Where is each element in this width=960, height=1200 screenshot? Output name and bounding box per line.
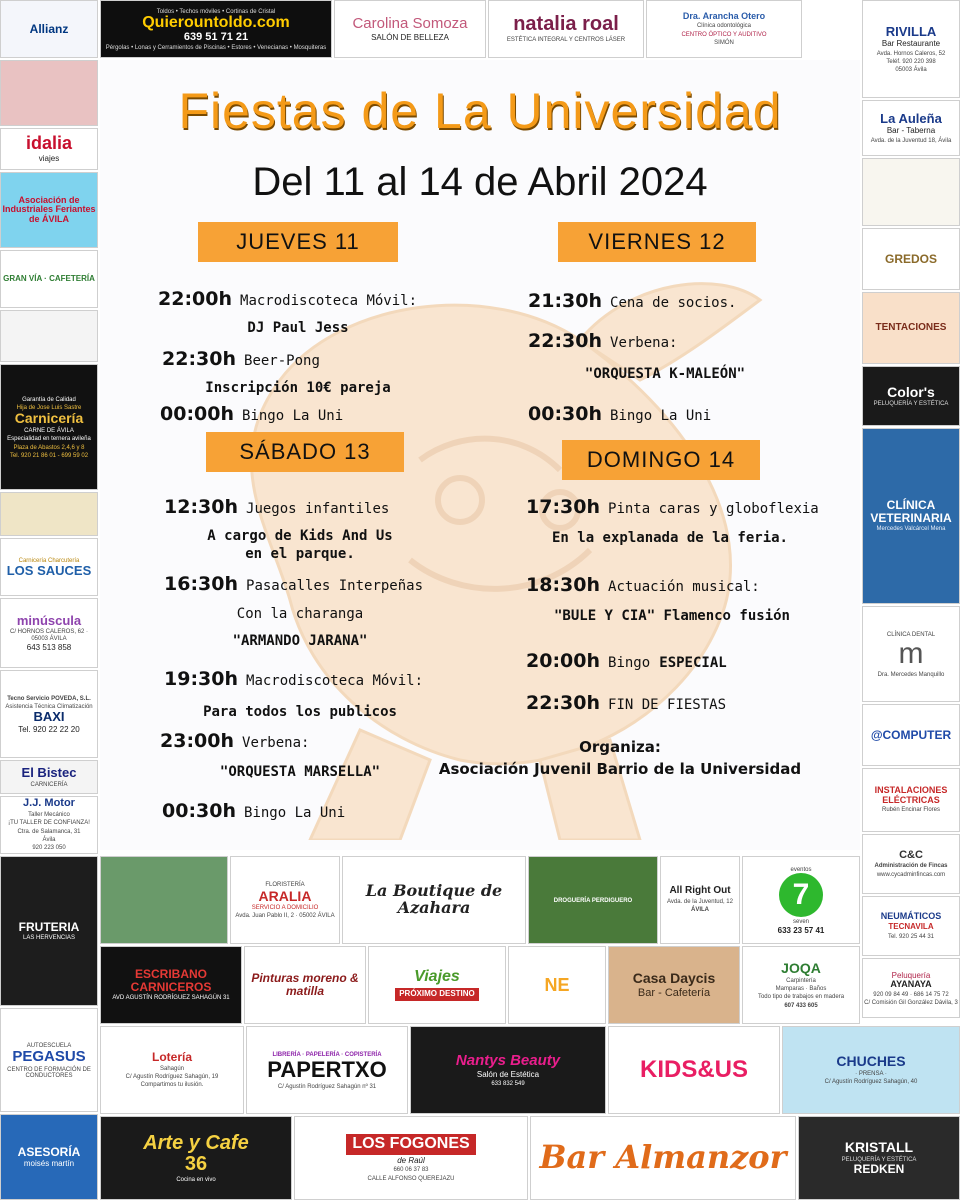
event-detail: "ARMANDO JARANA": [232, 633, 368, 649]
event-time: 18:30h: [526, 574, 601, 596]
organiza-name: Asociación Juvenil Barrio de la Universidad: [438, 760, 802, 778]
poster-title: Fiestas de La Universidad: [178, 83, 782, 139]
ad-name: NE: [544, 974, 570, 995]
ad-phone: 633 832 549: [491, 1080, 525, 1087]
ad-text: Compartimos tu ilusión.: [140, 1082, 204, 1089]
ad-trabajos: Todo tipo de trabajos en madera: [757, 994, 845, 1001]
day-label-domingo: DOMINGO 14: [562, 440, 760, 480]
event-detail: "ORQUESTA MARSELLA": [219, 764, 381, 780]
ad-name: Arte y Cafe: [143, 1131, 249, 1154]
event-desc: Bingo La Uni: [610, 408, 712, 424]
ad-loteria: [100, 1026, 244, 1114]
ad-sub: de Raúl: [397, 1155, 425, 1165]
ad-name: NEUMÁTICOS: [880, 910, 942, 921]
ad-sub: eventos: [790, 866, 812, 873]
ad-sub: Sahagún: [159, 1065, 185, 1072]
ad-sub: · PRENSA ·: [855, 1071, 887, 1078]
ad-address: AVD AGUSTÍN RODRÍGUEZ SAHAGÚN 31: [112, 995, 230, 1002]
ad-peluqueria: [862, 958, 960, 1018]
dental-logo-icon: m: [898, 637, 924, 671]
ad-arancha-simon: [646, 0, 802, 58]
event-desc: Beer-Pong: [244, 353, 320, 369]
ad-sub: Bar - Cafetería: [637, 986, 711, 999]
ad-phone: 633 23 57 41: [777, 926, 825, 936]
ad-sub: Carpintería: [786, 977, 816, 984]
ad-tentaciones: [862, 292, 960, 364]
day-label-jueves: JUEVES 11: [198, 222, 398, 262]
ad-computer: [862, 704, 960, 766]
ad-phone: 643 513 858: [26, 642, 72, 652]
event-sabado-2: [164, 573, 423, 595]
ad-address: C/ Comisión Gil González Dávila, 3: [864, 999, 958, 1006]
ad-el-bistec: [0, 760, 98, 794]
ad-instalaciones: [862, 768, 960, 832]
ad-name: Carolina Somoza: [352, 14, 468, 32]
ad-top: AUTOESCUELA: [26, 1042, 72, 1049]
event-detail: Con la charanga: [236, 606, 364, 622]
organiza-label: Organiza:: [579, 738, 661, 756]
ad-perdiguero: [528, 856, 658, 944]
ad-name: KIDS&US: [639, 1056, 748, 1084]
ad-name: Bar Almanzor: [539, 1138, 787, 1177]
ad-sub: Taller Mecánico: [28, 812, 70, 819]
ad-kidsus: [608, 1026, 780, 1114]
ad-name: J.J. Motor: [23, 797, 75, 810]
ad-phone: Tel. 920 22 22 20: [18, 724, 80, 734]
event-desc: Pinta caras y globoflexia: [608, 501, 819, 517]
ad-gredos: [862, 228, 960, 290]
ad-sub: CLÍNICA DENTAL: [886, 631, 936, 638]
ad-pinturas: [244, 946, 366, 1024]
event-detail: Para todos los publicos: [203, 704, 397, 720]
ad-asociacion-feriantes: [0, 172, 98, 248]
event-time: 20:00h: [526, 650, 601, 672]
ad-city: 05003 Ávila: [895, 67, 927, 74]
event-desc: Bingo La Uni: [242, 408, 344, 424]
ad-phone: 920 09 84 49 · 686 14 75 72: [873, 991, 949, 998]
ad-name: FRUTERIA: [18, 919, 80, 934]
ad-address: C/ Agustín Rodríguez Sahagún nº 31: [277, 1083, 377, 1090]
ad-address: CALLE ALFONSO QUEREJAZU: [367, 1175, 455, 1182]
ad-name: Lotería: [151, 1050, 192, 1065]
event-time: 12:30h: [164, 496, 239, 518]
day-label-viernes: VIERNES 12: [558, 222, 756, 262]
ad-papertxo: [246, 1026, 408, 1114]
event-viernes-1: [528, 290, 736, 312]
ad-all-right: [660, 856, 740, 944]
ad-arte-y-cafe: [100, 1116, 292, 1200]
ad-sub: Mercedes Valcárcel Mena: [876, 526, 946, 533]
ad-name: RIVILLA: [885, 23, 937, 39]
ad-joqa: [742, 946, 860, 1024]
ad-brand: BAXI: [33, 709, 65, 725]
ad-azahara: [342, 856, 526, 944]
ad-name: Tecno Servicio POVEDA, S.L.: [7, 695, 91, 702]
ad-top-text: Toldos • Techos móviles • Cortinas de Cristal: [156, 8, 276, 15]
ad-natalia-roal: [488, 0, 644, 58]
event-viernes-2: [528, 330, 677, 352]
ad-tag: ¡TU TALLER DE CONFIANZA!: [8, 820, 90, 827]
event-desc-bold: ESPECIAL: [659, 655, 727, 671]
ad-name: PAPERTXO: [267, 1057, 387, 1083]
ad-phone: Tel. 920 25 44 31: [887, 933, 935, 940]
event-time: 00:30h: [528, 403, 603, 425]
event-desc: Bingo La Uni: [244, 805, 346, 821]
ad-name: JOQA: [781, 960, 821, 977]
event-jueves-2: [162, 348, 320, 370]
event-time: 16:30h: [164, 573, 239, 595]
ad-name: LOS FOGONES: [346, 1134, 475, 1155]
ad-green-logo: [100, 856, 228, 944]
ad-phone: 660 06 37 83: [393, 1167, 429, 1174]
ad-top: LIBRERÍA · PAPELERÍA · COPISTERÍA: [272, 1052, 382, 1059]
event-time: 23:00h: [160, 730, 235, 752]
ad-items: Mamparas · Baños: [775, 986, 827, 993]
event-time: 22:00h: [158, 288, 233, 310]
ad-sub: PELUQUERÍA Y ESTÉTICA: [873, 401, 949, 408]
ad-los-fogones: [294, 1116, 528, 1200]
ad-sub: PRÓXIMO DESTINO: [395, 988, 479, 1000]
ad-allianz: [0, 0, 98, 58]
ad-nantys-beauty: [410, 1026, 606, 1114]
ad-sub: Salón de Estética: [476, 1069, 540, 1079]
ad-web: www.cycadminfincas.com: [876, 871, 946, 878]
event-time: 22:30h: [526, 692, 601, 714]
ad-granvia: [0, 250, 98, 308]
event-detail: A cargo de Kids And Us: [207, 528, 393, 544]
event-detail: "ORQUESTA K-MALEÓN": [584, 366, 746, 382]
event-time: 21:30h: [528, 290, 603, 312]
ad-cyc: [862, 834, 960, 894]
ad-sub: Bar Restaurante: [881, 39, 941, 49]
event-desc: Actuación musical:: [608, 579, 760, 595]
ad-phone: 920 223 050: [32, 845, 66, 852]
ad-name: Dra. Arancha Otero: [682, 10, 766, 21]
ad-casa-daycis: [608, 946, 740, 1024]
ad-name: Viajes: [414, 968, 460, 986]
ad-phone: 607 433 605: [784, 1002, 818, 1009]
ad-address: Ctra. de Salamanca, 31: [17, 828, 81, 835]
ad-name: ARALIA: [258, 887, 312, 904]
event-detail: en el parque.: [245, 546, 355, 562]
ad-name: PEGASUS: [12, 1047, 86, 1065]
ad-ne: [508, 946, 606, 1024]
ad-name: El Bistec: [21, 765, 77, 781]
ad-quierountoldo: [100, 0, 332, 58]
ad-name: Peluquería: [891, 970, 931, 980]
ad-tag: SERVICIO A DOMICILIO: [251, 905, 319, 912]
ad-jj-motor: [0, 796, 98, 854]
event-time: 00:30h: [162, 800, 237, 822]
event-jueves-3: [160, 403, 343, 425]
ad-city: ÁVILA: [691, 907, 709, 914]
ad-menu: [862, 158, 960, 226]
event-detail: Inscripción 10€ pareja: [205, 380, 391, 396]
event-desc: Juegos infantiles: [246, 501, 390, 517]
ad-name: Color's: [887, 383, 935, 400]
ad-sub: Cocina en vivo: [176, 1176, 216, 1183]
event-time: 17:30h: [526, 496, 601, 518]
ad-phone: Tel. 920 21 86 01 - 699 59 02: [9, 452, 89, 459]
ad-clinica-veterinaria: [862, 428, 960, 604]
ad-top: Garantía de Calidad: [22, 396, 76, 403]
ad-name: Asociación de Industriales Feriantes de ÁVILA: [2, 194, 96, 224]
event-sabado-3: [164, 668, 423, 690]
ad-sub: Clínica odontológica: [696, 23, 752, 30]
event-domingo-1: [526, 496, 819, 518]
ad-sub: Administración de Fincas: [874, 863, 948, 870]
ad-aralia: [230, 856, 340, 944]
ad-name: La Auleña: [880, 110, 942, 126]
ad-sub: Rubén Encinar Flores: [881, 807, 941, 814]
ad-name: Nantys Beauty: [455, 1051, 561, 1069]
ad-name: La Boutique de Azahara: [365, 881, 503, 917]
ad-seven: [742, 856, 860, 944]
ad-number: 36: [184, 1152, 208, 1175]
ad-name: Pinturas moreno & matilla: [251, 971, 359, 998]
ad-clinica-dental: [862, 606, 960, 702]
ad-viajes: [368, 946, 506, 1024]
event-domingo-2: [526, 574, 760, 596]
ad-gestoria: [0, 310, 98, 362]
ad-minuscula: [0, 598, 98, 668]
ad-name: ASESORÍA: [17, 1144, 81, 1159]
ad-kristall: [798, 1116, 960, 1200]
ad-name: Casa Daycis: [632, 969, 716, 986]
event-jueves-1: [158, 288, 417, 310]
ad-name: All Right Out: [669, 885, 731, 897]
event-domingo-4: [526, 692, 726, 714]
ad-sub: Bar - Taberna: [886, 126, 936, 136]
ad-name: natalia roal: [513, 13, 619, 36]
ad-name: Dra. Mercedes Manquillo: [877, 671, 945, 678]
ad-name: LOS SAUCES: [6, 563, 92, 579]
ad-address: Avda. Hornos Caleros, 52: [876, 50, 946, 57]
ad-carniceria-sastre: [0, 364, 98, 490]
ad-address: Avda. de la Juventud 18, Ávila: [870, 137, 952, 144]
ad-chuches: [782, 1026, 960, 1114]
ad-name: @COMPUTER: [870, 727, 952, 742]
ad-asesoria: [0, 1114, 98, 1200]
ad-name: C&C: [899, 848, 923, 861]
event-viernes-3: [528, 403, 711, 425]
ad-address: C/ Agustín Rodríguez Sahagún, 19: [125, 1074, 219, 1081]
ad-fruteria: [0, 856, 98, 1006]
ad-name: INSTALACIONES ELÉCTRICAS: [874, 785, 948, 805]
ad-name: DROGUERÍA PERDIGUERO: [553, 897, 633, 904]
event-desc: Verbena:: [610, 335, 678, 351]
ad-name: TENTACIONES: [875, 321, 947, 333]
event-time: 19:30h: [164, 668, 239, 690]
poster-dates: Del 11 al 14 de Abril 2024: [252, 160, 708, 204]
event-desc: Bingo: [608, 655, 651, 671]
ad-address: Avda. Juan Pablo II, 2 · 05002 ÁVILA: [235, 913, 335, 920]
ad-name: GREDOS: [884, 251, 937, 266]
ad-sub: moisés martín: [23, 1159, 75, 1169]
event-desc: Cena de socios.: [610, 295, 737, 311]
event-desc: Macrodiscoteca Móvil:: [246, 673, 424, 689]
ad-ternera: Especialidad en ternera avileña: [7, 436, 91, 443]
ad-name: Carnicería: [14, 410, 84, 427]
ad-name: CLÍNICA VETERINARIA: [870, 498, 952, 525]
ad-name: Quierountoldo.com: [142, 13, 290, 31]
ad-sub: FLORISTERÍA: [265, 882, 305, 889]
ad-sub: Asistencia Técnica Climatización: [5, 703, 93, 710]
ad-top: Carnicería Charcutería: [18, 558, 80, 565]
ad-la-aulena: [862, 100, 960, 156]
ad-name: minúscula: [16, 612, 82, 628]
ad-phone: 639 51 71 21: [183, 30, 249, 43]
event-desc: Verbena:: [242, 735, 310, 751]
ad-scroll: [0, 492, 98, 536]
ad-sub: ESTÉTICA INTEGRAL Y CENTROS LÁSER: [506, 37, 626, 44]
ad-name: KRISTALL: [844, 1139, 914, 1156]
event-desc: FIN DE FIESTAS: [608, 697, 727, 713]
ad-name: 7: [779, 873, 823, 917]
poster: [100, 60, 860, 850]
event-sabado-4: [160, 730, 309, 752]
ad-photo-left-top: [0, 60, 98, 126]
ad-rivilla: [862, 0, 960, 98]
ad-name: ESCRIBANO CARNICEROS: [130, 967, 212, 994]
ad-colors: [862, 366, 960, 426]
ad-address: C/ Agustín Rodríguez Sahagún, 40: [824, 1079, 918, 1086]
ad-sub: PELUQUERÍA Y ESTÉTICA: [841, 1156, 917, 1163]
ad-sub-2: SIMÓN: [714, 39, 734, 46]
day-label-sabado: SÁBADO 13: [206, 432, 404, 472]
ad-name: idalia: [25, 133, 73, 154]
ad-brand: REDKEN: [853, 1162, 905, 1177]
ad-pegasus: [0, 1008, 98, 1112]
ad-sub: TECNAVILA: [888, 922, 934, 932]
ad-address: Plaza de Abastos 2,4,6 y 8: [13, 444, 85, 451]
ad-name: CHUCHES: [836, 1053, 906, 1070]
ad-city: Ávila: [42, 836, 56, 843]
ad-carolina-somoza: [334, 0, 486, 58]
event-sabado-1: [164, 496, 389, 518]
ad-sub: SALÓN DE BELLEZA: [371, 32, 449, 42]
event-time: 22:30h: [528, 330, 603, 352]
ad-sub: LAS HERVENCIAS: [23, 935, 75, 942]
event-sabado-5: [162, 800, 345, 822]
ad-address: Avda. de la Juventud, 12: [667, 898, 733, 905]
ad-sub: CARNICERÍA: [30, 781, 68, 788]
ad-bottom-text: Pérgolas • Lonas y Cerramientos de Piscinas • Estores • Venecianas • Mosquiteras: [105, 45, 327, 52]
event-detail: En la explanada de la feria.: [551, 530, 788, 546]
event-desc: Macrodiscoteca Móvil:: [240, 293, 418, 309]
ad-name: Allianz: [29, 21, 69, 36]
ad-sub: CARNE DE ÁVILA: [24, 428, 74, 435]
event-desc: Pasacalles Interpeñas: [246, 578, 424, 594]
ad-poveda-baxi: [0, 670, 98, 758]
ad-sub: CENTRO DE FORMACIÓN DE CONDUCTORES: [7, 1066, 91, 1080]
ad-name-2: CENTRO ÓPTICO Y AUDITIVO: [681, 31, 767, 38]
event-domingo-3: [526, 650, 727, 672]
ad-address: C/ HORNOS CALEROS, 62 · 05003 ÁVILA: [9, 629, 89, 642]
event-time: 22:30h: [162, 348, 237, 370]
ad-neumaticos: [862, 896, 960, 956]
event-detail: "BULE Y CIA" Flamenco fusión: [553, 608, 790, 624]
event-time: 00:00h: [160, 403, 235, 425]
ad-name: GRAN VÍA · CAFETERÍA: [3, 273, 95, 283]
ad-sub: AYANAYA: [890, 979, 932, 990]
ad-idalia: [0, 128, 98, 170]
ad-word: seven: [792, 918, 809, 925]
ad-owner: Hija de Jose Luis Sastre: [16, 405, 82, 412]
ad-bar-almanzor: [530, 1116, 796, 1200]
ad-los-sauces: [0, 538, 98, 596]
ad-escribano: [100, 946, 242, 1024]
ad-phone: Teléf. 920 220 398: [886, 58, 936, 65]
event-detail: DJ Paul Jess: [247, 320, 349, 336]
ad-sub: viajes: [38, 154, 60, 164]
